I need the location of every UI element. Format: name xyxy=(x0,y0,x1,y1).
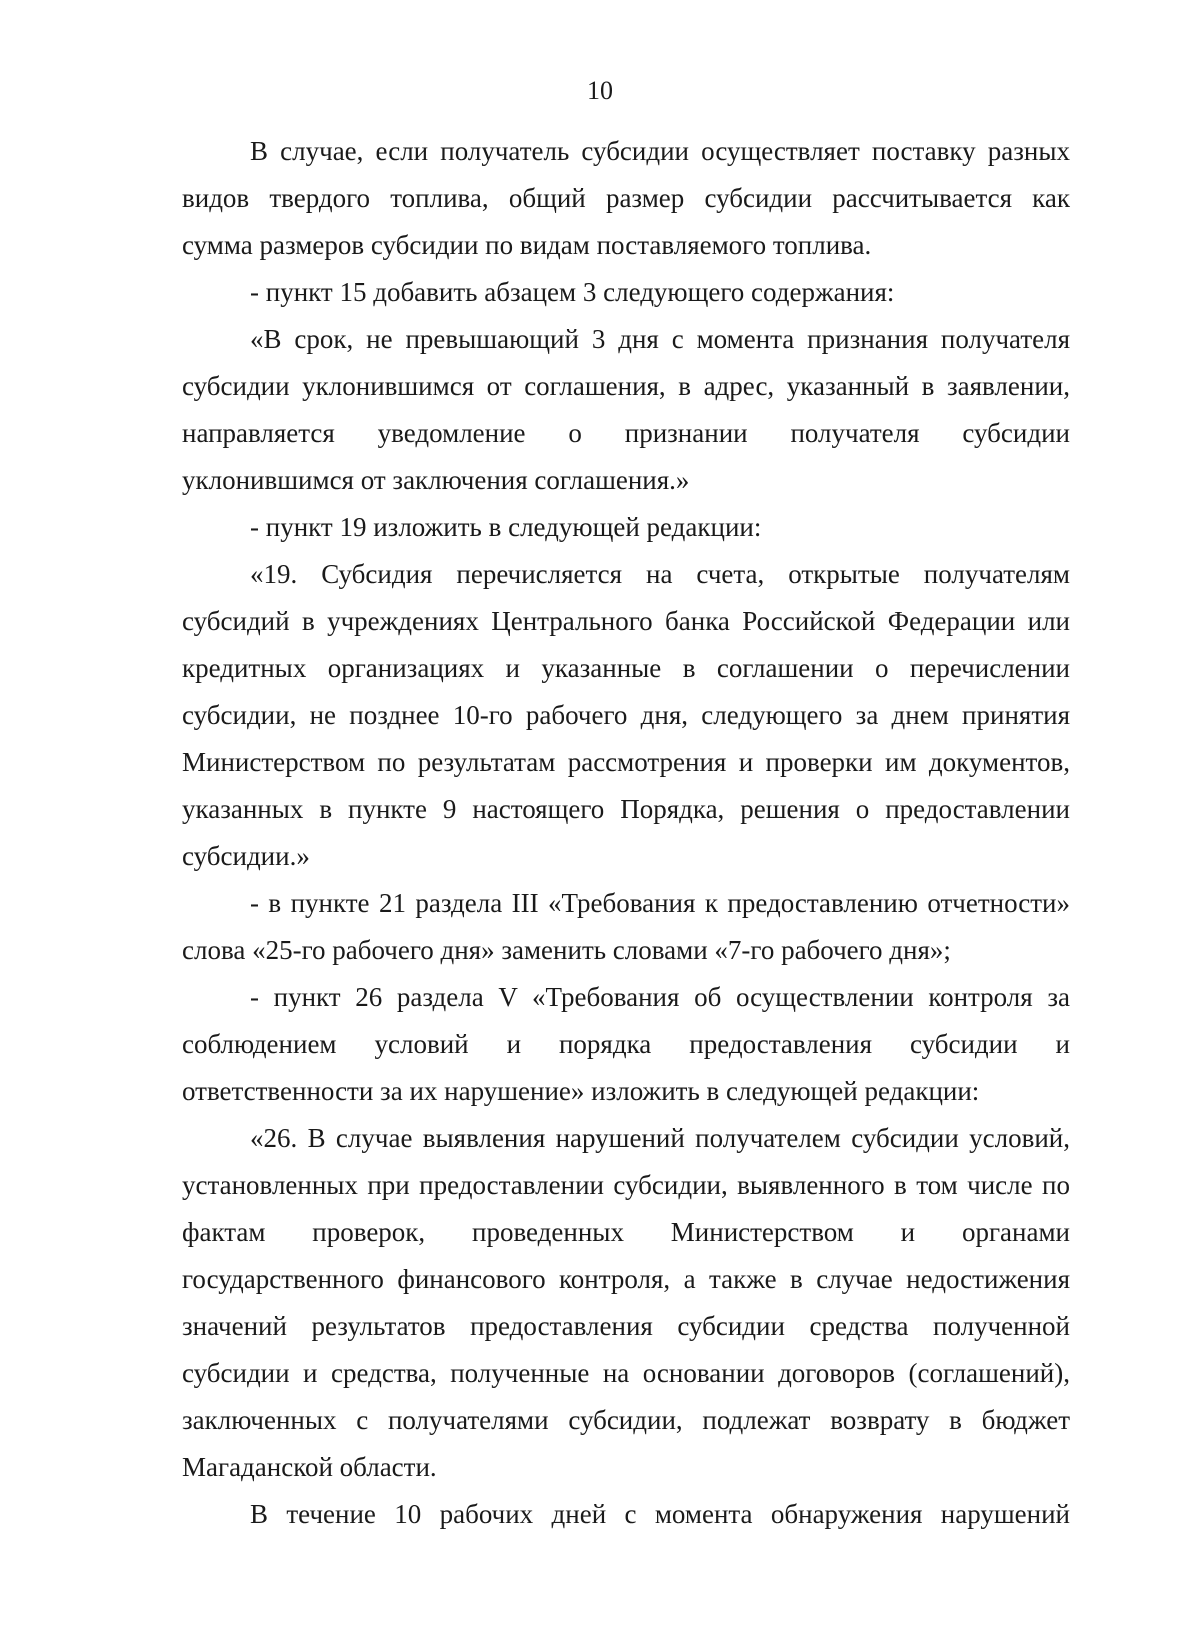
text-line: слова «25-го рабочего дня» заменить словами «7-го рабочего дня»; xyxy=(182,935,951,965)
text-line: - пункт 15 добавить абзацем 3 следующего содержания: xyxy=(250,277,895,307)
text-line: соблюдением условий и порядка предоставления субсидии и xyxy=(182,1029,1070,1059)
text-line: ответственности за их нарушение» изложить в следующей редакции: xyxy=(182,1076,980,1106)
text-line: Магаданской области. xyxy=(182,1452,437,1482)
text-line: субсидии.» xyxy=(182,841,310,871)
page-number: 10 xyxy=(587,76,613,105)
document-body xyxy=(182,128,1070,1538)
text-line: указанных в пункте 9 настоящего Порядка, решения о предоставлении xyxy=(182,794,1070,824)
text-line: заключенных с получателями субсидии, подлежат возврату в бюджет xyxy=(182,1405,1070,1435)
text-line: субсидии, не позднее 10-го рабочего дня, следующего за днем принятия xyxy=(182,700,1070,730)
text-line: государственного финансового контроля, а также в случае недостижения xyxy=(182,1264,1070,1294)
text-line: установленных при предоставлении субсидии, выявленного в том числе по xyxy=(182,1170,1070,1200)
text-line: «26. В случае выявления нарушений получателем субсидии условий, xyxy=(250,1123,1070,1153)
text-line: «В срок, не превышающий 3 дня с момента признания получателя xyxy=(250,324,1070,354)
text-line: В течение 10 рабочих дней с момента обнаружения нарушений xyxy=(250,1499,1070,1529)
text-line: значений результатов предоставления субсидии средства полученной xyxy=(182,1311,1070,1341)
text-line: субсидии и средства, полученные на основании договоров (соглашений), xyxy=(182,1358,1070,1388)
text-line: В случае, если получатель субсидии осуществляет поставку разных xyxy=(250,136,1070,166)
text-line: субсидии уклонившимся от соглашения, в адрес, указанный в заявлении, xyxy=(182,371,1070,401)
text-line: - в пункте 21 раздела III «Требования к предоставлению отчетности» xyxy=(250,888,1070,918)
text-line: видов твердого топлива, общий размер субсидии рассчитывается как xyxy=(182,183,1070,213)
text-line: «19. Субсидия перечисляется на счета, открытые получателям xyxy=(250,559,1070,589)
text-line: - пункт 19 изложить в следующей редакции: xyxy=(250,512,762,542)
text-line: направляется уведомление о признании получателя субсидии xyxy=(182,418,1070,448)
text-line: - пункт 26 раздела V «Требования об осуществлении контроля за xyxy=(250,982,1070,1012)
text-line: субсидий в учреждениях Центрального банка Российской Федерации или xyxy=(182,606,1070,636)
text-line: Министерством по результатам рассмотрения и проверки им документов, xyxy=(182,747,1070,777)
text-line: фактам проверок, проведенных Министерством и органами xyxy=(182,1217,1070,1247)
text-line: уклонившимся от заключения соглашения.» xyxy=(182,465,690,495)
text-line: сумма размеров субсидии по видам поставляемого топлива. xyxy=(182,230,872,260)
text-line: кредитных организациях и указанные в соглашении о перечислении xyxy=(182,653,1070,683)
